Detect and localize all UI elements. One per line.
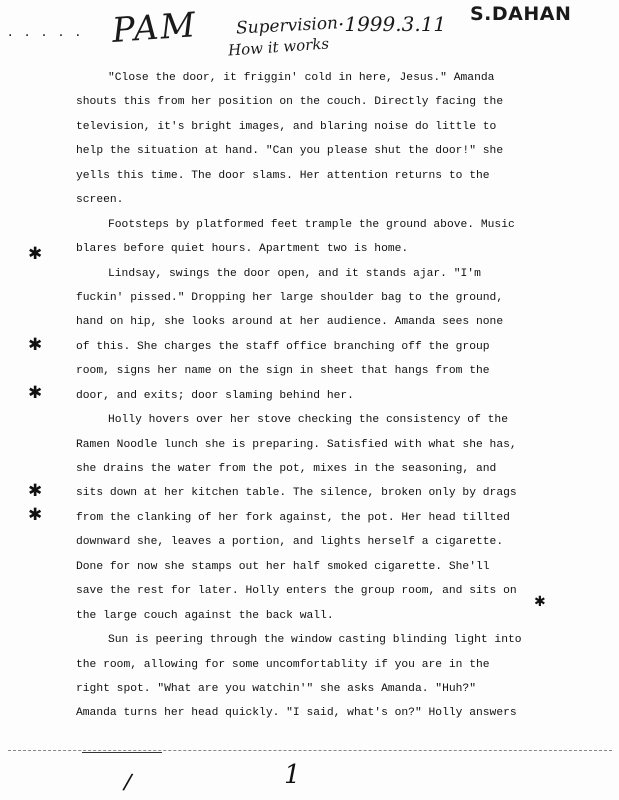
text-line: she drains the water from the pot, mixes in the seasoning, and — [76, 463, 497, 475]
handwritten-subtitle: How it works — [227, 34, 330, 60]
text-line: Done for now she stamps out her half smoked cigarette. She'll — [76, 560, 490, 573]
text-line: Footsteps by platformed feet trample the ground above. Music — [108, 218, 515, 231]
text-line: television, it's bright images, and blaring noise do little to — [76, 120, 497, 133]
margin-asterisk-icon: ✱ — [534, 594, 546, 610]
text-line: shouts this from her position on the couch. Directly facing the — [76, 96, 504, 109]
text-line: of this. She charges the staff office branching off the group — [76, 340, 490, 353]
text-line: Ramen Noodle lunch she is preparing. Satisfied with what she has, — [76, 438, 517, 451]
author-name: S.DAHAN — [470, 3, 572, 25]
text-line: yells this time. The door slams. Her attention returns to the — [76, 169, 490, 182]
margin-asterisk-icon: ✱ — [28, 505, 43, 525]
text-line: the room, allowing for some uncomfortablity if you are in the — [76, 658, 490, 671]
typed-body-text — [76, 66, 556, 726]
text-line: fuckin' pissed." Dropping her large shoulder bag to the ground, — [76, 291, 504, 304]
text-line: room, signs her name on the sign in sheet that hangs from the — [76, 365, 490, 378]
text-line: Sun is peering through the window casting blinding light into — [108, 634, 522, 647]
text-line: screen. — [76, 194, 124, 207]
text-line: sits down at her kitchen table. The silence, broken only by drags — [76, 487, 517, 500]
handwritten-initials: PAM — [110, 5, 199, 51]
text-line: right spot. "What are you watchin'" she asks Amanda. "Huh?" — [76, 682, 476, 695]
footer-divider — [8, 750, 612, 751]
footer-underline — [82, 752, 162, 753]
margin-asterisk-icon: ✱ — [28, 244, 43, 264]
page-number: 1 — [284, 760, 301, 790]
margin-asterisk-icon: ✱ — [28, 481, 43, 501]
text-line: the large couch against the back wall. — [76, 609, 334, 622]
text-line: Lindsay, swings the door open, and it stands ajar. "I'm — [108, 267, 481, 280]
text-line: help the situation at hand. "Can you please shut the door!" she — [76, 145, 504, 158]
margin-asterisk-icon: ✱ — [28, 335, 43, 355]
text-line: "Close the door, it friggin' cold in here, Jesus." Amanda — [108, 72, 495, 84]
text-line: hand on hip, she looks around at her audience. Amanda sees none — [76, 316, 504, 329]
text-line: save the rest for later. Holly enters the group room, and sits on — [76, 585, 517, 598]
stray-marks: · · · · · — [8, 28, 85, 44]
text-line: downward she, leaves a portion, and lights herself a cigarette. — [76, 536, 504, 549]
handwritten-supervision: Supervision — [235, 13, 339, 39]
stray-slash-mark: / — [121, 769, 134, 796]
text-line: blares before quiet hours. Apartment two is home. — [76, 243, 409, 256]
margin-asterisk-icon: ✱ — [28, 383, 43, 403]
text-line: door, and exits; door slaming behind her. — [76, 389, 354, 402]
text-line: Holly hovers over her stove checking the consistency of the — [108, 414, 508, 427]
text-line: from the clanking of her fork against, the pot. Her head tillted — [76, 511, 510, 524]
handwritten-date: ·1999.3.11 — [338, 12, 447, 36]
text-line: Amanda turns her head quickly. "I said, what's on?" Holly answers — [76, 707, 517, 720]
